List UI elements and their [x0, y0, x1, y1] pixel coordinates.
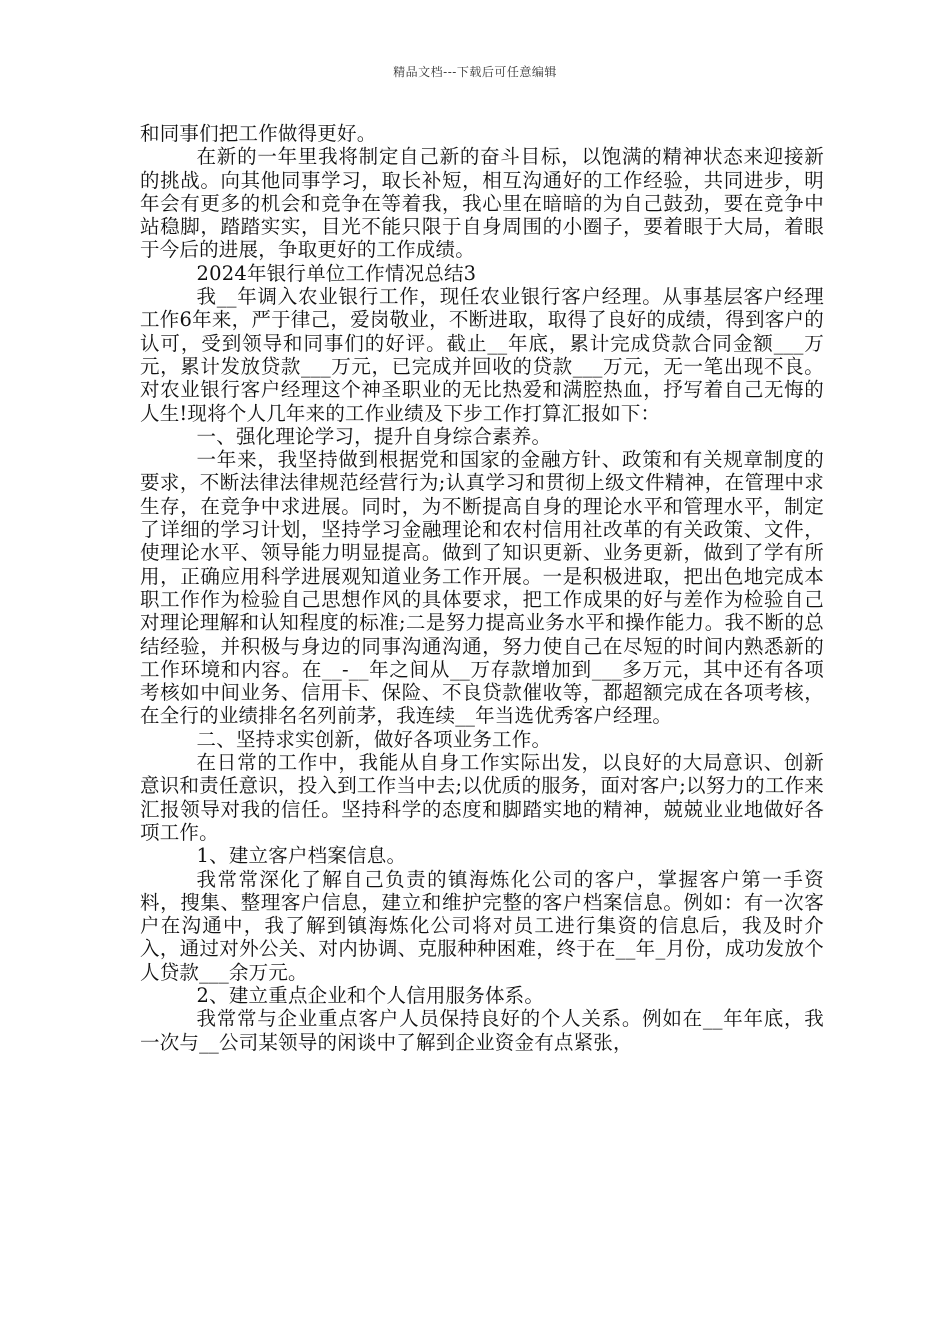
paragraph: 我__年调入农业银行工作，现任农业银行客户经理。从事基层客户经理工作6年来，严于律己，爱岗敬业，不断进取，取得了良好的成绩，得到客户的认可，受到领导和同事们的好评。截止__年底，累计完成贷款合同金额___万元，累计发放贷款___万元，已完成并回收的贷款___万元，无一笔出现不良。对农业银行客户经理这个神圣职业的无比热爱和满腔热血，抒写着自己无悔的人生!现将个人几年来的工作业绩及下步工作打算汇报如下：: [140, 285, 824, 425]
paragraph: 我常常深化了解自己负责的镇海炼化公司的客户，掌握客户第一手资料，搜集、整理客户信息，建立和维护完整的客户档案信息。例如：有一次客户在沟通中，我了解到镇海炼化公司将对员工进行集资的信息后，我及时介入，通过对外公关、对内协调、克服种种困难，终于在__年_月份，成功发放个人贷款___余万元。: [140, 867, 824, 984]
section-heading: 一、强化理论学习，提升自身综合素养。: [196, 424, 552, 448]
paragraph: 在新的一年里我将制定自己新的奋斗目标，以饱满的精神状态来迎接新的挑战。向其他同事学习，取长补短，相互沟通好的工作经验，共同进步，明年会有更多的机会和竞争在等着我，我心里在暗暗的为自己鼓劲，要在竞争中站稳脚，踏踏实实，目光不能只限于自身周围的小圈子，要着眼于大局，着眼于今后的进展，争取更好的工作成绩。: [140, 145, 824, 262]
section-heading: 二、坚持求实创新，做好各项业务工作。: [196, 727, 552, 751]
section-title: 2024年银行单位工作情况总结3: [196, 261, 477, 285]
paragraph: 一年来，我坚持做到根据党和国家的金融方针、政策和有关规章制度的要求，不断法律法律规范经营行为;认真学习和贯彻上级文件精神，在管理中求生存，在竞争中求进展。同时，为不断提高自身的理论水平和管理水平，制定了详细的学习计划，坚持学习金融理论和农村信用社改革的有关政策、文件，使理论水平、领导能力明显提高。做到了知识更新、业务更新，做到了学有所用，正确应用科学进展观知道业务工作开展。一是积极进取，把出色地完成本职工作作为检验自己思想作风的具体要求，把工作成果的好与差作为检验自己对理论理解和认知程度的标准;二是努力提高业务水平和操作能力。我不断的总结经验，并积极与身边的同事沟通沟通，努力使自己在尽短的时间内熟悉新的工作环境和内容。在__-__年之间从__万存款增加到___多万元，其中还有各项考核如中间业务、信用卡、保险、不良贷款催收等，都超额完成在各项考核，在全行的业绩排名名列前茅，我连续__年当选优秀客户经理。: [140, 448, 824, 728]
paragraph: 在日常的工作中，我能从自身工作实际出发，以良好的大局意识、创新意识和责任意识，投入到工作当中去;以优质的服务，面对客户;以努力的工作来汇报领导对我的信任。坚持科学的态度和脚踏实地的精神，兢兢业业地做好各项工作。: [140, 751, 824, 844]
subsection-heading: 2、建立重点企业和个人信用服务体系。: [196, 983, 545, 1007]
subsection-heading: 1、建立客户档案信息。: [196, 844, 407, 868]
paragraph: 我常常与企业重点客户人员保持良好的个人关系。例如在__年年底，我一次与__公司某领导的闲谈中了解到企业资金有点紧张，: [140, 1007, 824, 1054]
paragraph: 和同事们把工作做得更好。: [140, 122, 377, 145]
document-body: [140, 122, 824, 1054]
page-header: 精品文档---下载后可任意编辑: [393, 65, 557, 79]
